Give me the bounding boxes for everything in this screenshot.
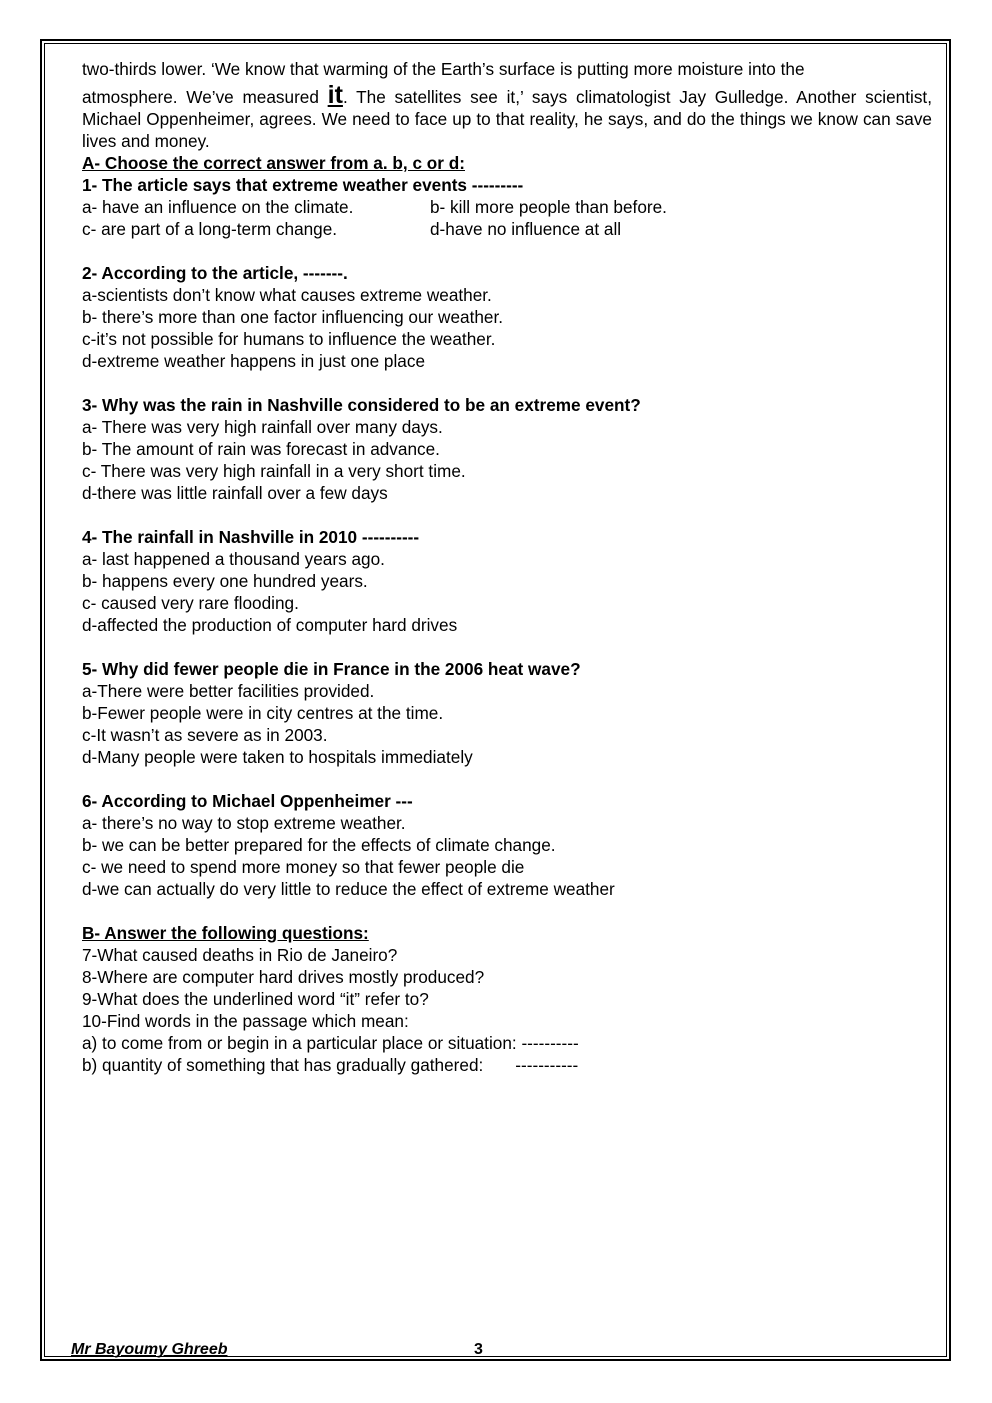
q6-option-a: a- there’s no way to stop extreme weather. [82, 813, 406, 833]
q3-option-b: b- The amount of rain was forecast in advance. [82, 439, 440, 459]
question-1-options-row-1 [82, 196, 932, 218]
q1-option-d: d-have no influence at all [430, 219, 622, 239]
q5-option-d: d-Many people were taken to hospitals immediately [82, 747, 473, 767]
q5-option-b: b-Fewer people were in city centres at the time. [82, 703, 444, 723]
question-1: 1- The article says that extreme weather events --------- [82, 175, 524, 195]
footer-author: Mr Bayoumy Ghreeb [71, 1341, 228, 1358]
q4-option-d: d-affected the production of computer hard drives [82, 615, 458, 635]
q5-option-a: a-There were better facilities provided. [82, 681, 375, 701]
passage-continuation: atmosphere. We’ve measured it. The satellites see it,’ says climatologist Jay Gulledge. Another scientist, Michael Oppenheimer, agrees. We need to face up to that reality, he says, and do the things we know can save lives and money. [82, 81, 932, 151]
question-2: 2- According to the article, -------. [82, 263, 348, 283]
q1-option-c: c- are part of a long-term change. [82, 219, 338, 239]
question-4: 4- The rainfall in Nashville in 2010 ---------- [82, 527, 420, 547]
underlined-word-it: it [327, 81, 343, 109]
question-3: 3- Why was the rain in Nashville considered to be an extreme event? [82, 395, 641, 415]
q3-option-c: c- There was very high rainfall in a very short time. [82, 461, 466, 481]
question-1-options-row-2 [82, 218, 932, 240]
q10b-answer-blank: ----------- [515, 1055, 579, 1075]
q2-option-b: b- there’s more than one factor influencing our weather. [82, 307, 504, 327]
q2-option-d: d-extreme weather happens in just one place [82, 351, 426, 371]
passage-line-1: two-thirds lower. ‘We know that warming of the Earth’s surface is putting more moisture into the [82, 59, 805, 79]
q2-option-c: c-it’s not possible for humans to influence the weather. [82, 329, 496, 349]
q1-option-b: b- kill more people than before. [430, 197, 667, 217]
section-b-heading: B- Answer the following questions: [82, 923, 369, 943]
q1-option-a: a- have an influence on the climate. [82, 197, 354, 217]
question-7: 7-What caused deaths in Rio de Janeiro? [82, 945, 398, 965]
page-number: 3 [474, 1341, 483, 1358]
q3-option-a: a- There was very high rainfall over many days. [82, 417, 443, 437]
q4-option-a: a- last happened a thousand years ago. [82, 549, 385, 569]
q3-option-d: d-there was little rainfall over a few days [82, 483, 388, 503]
question-10: 10-Find words in the passage which mean: [82, 1011, 409, 1031]
q6-option-b: b- we can be better prepared for the effects of climate change. [82, 835, 556, 855]
section-a-heading: A- Choose the correct answer from a. b, c or d: [82, 153, 465, 173]
q5-option-c: c-It wasn’t as severe as in 2003. [82, 725, 328, 745]
worksheet-content [82, 58, 932, 1076]
question-5: 5- Why did fewer people die in France in the 2006 heat wave? [82, 659, 581, 679]
q6-option-c: c- we need to spend more money so that fewer people die [82, 857, 525, 877]
question-9: 9-What does the underlined word “it” refer to? [82, 989, 429, 1009]
question-6: 6- According to Michael Oppenheimer --- [82, 791, 413, 811]
q4-option-c: c- caused very rare flooding. [82, 593, 299, 613]
q6-option-d: d-we can actually do very little to reduce the effect of extreme weather [82, 879, 615, 899]
footer-rule [44, 1359, 947, 1360]
question-10a: a) to come from or begin in a particular place or situation: ---------- [82, 1033, 579, 1053]
question-10b: b) quantity of something that has gradually gathered: ----------- [82, 1055, 579, 1075]
q4-option-b: b- happens every one hundred years. [82, 571, 368, 591]
q2-option-a: a-scientists don’t know what causes extreme weather. [82, 285, 492, 305]
question-8: 8-Where are computer hard drives mostly produced? [82, 967, 485, 987]
